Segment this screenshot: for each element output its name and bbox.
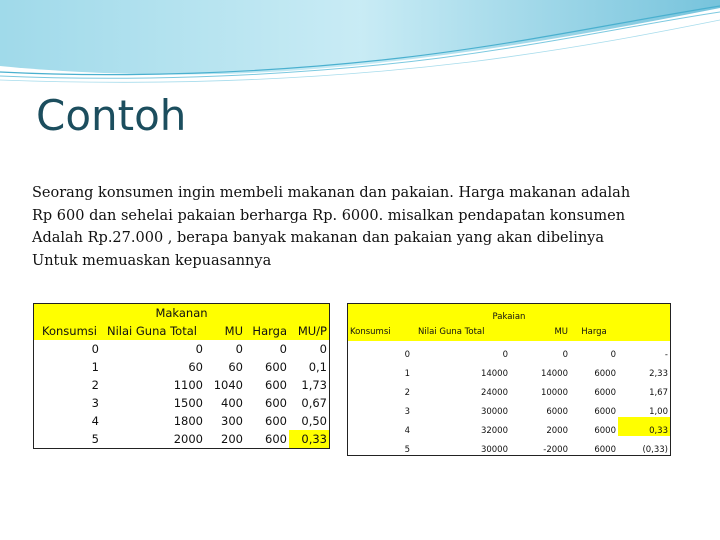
table-cell: 600: [265, 414, 287, 428]
table-cell: 6000: [594, 388, 616, 398]
table-cell: 6000: [594, 426, 616, 436]
pakaian-title: Pakaian: [348, 304, 671, 323]
table-cell: 6000: [570, 436, 618, 456]
table-cell: 1: [34, 358, 106, 376]
table-cell: 600: [265, 360, 287, 374]
table-cell: 0: [34, 340, 106, 358]
table-cell: -: [618, 341, 671, 360]
body-line: Adalah Rp.27.000 , berapa banyak makanan dan pakaian yang akan dibelinya: [32, 230, 605, 246]
table-cell: 200: [205, 430, 245, 449]
table-cell: 3: [348, 398, 417, 417]
table-row: [348, 360, 671, 379]
table-header: Nilai Guna Total: [107, 324, 197, 338]
table-cell: 0: [502, 350, 508, 360]
table-cell-highlight: 0,33: [618, 417, 671, 436]
table-cell: 0: [279, 342, 287, 356]
table-cell: 10000: [540, 388, 568, 398]
table-header: MU: [554, 326, 568, 337]
table-cell-highlight: 0,33: [289, 430, 330, 449]
table-cell: 1100: [173, 378, 203, 392]
table-cell: 60: [188, 360, 203, 374]
table-row: [348, 341, 671, 360]
table-cell: 32000: [480, 426, 508, 436]
table-cell: 2: [34, 376, 106, 394]
table-cell: 5: [348, 436, 417, 456]
table-row: [34, 412, 330, 430]
table-cell: 1040: [213, 378, 243, 392]
table-header: Harga: [581, 326, 607, 337]
slide-body-text: [32, 182, 692, 272]
table-row: [34, 376, 330, 394]
table-cell: 400: [221, 396, 243, 410]
table-cell: 0: [610, 350, 616, 360]
table-cell: -2000: [510, 436, 570, 456]
table-cell: (0,33): [618, 436, 671, 456]
table-cell: 30000: [480, 407, 508, 417]
table-cell: 0: [562, 350, 568, 360]
makanan-title: Makanan: [34, 304, 330, 323]
body-line: Untuk memuaskan kepuasannya: [32, 252, 272, 269]
table-header: Konsumsi: [34, 322, 106, 340]
header-wave-decoration: [0, 0, 720, 90]
table-header: MU: [224, 324, 243, 338]
table-row: [34, 340, 330, 358]
table-cell: 4: [348, 417, 417, 436]
table-cell: 5: [34, 430, 106, 449]
table-cell: 300: [221, 414, 243, 428]
table-cell: 0: [235, 342, 243, 356]
table-header: MU/P: [289, 322, 330, 340]
table-row: [348, 398, 671, 417]
table-header: Harga: [252, 324, 287, 338]
table-cell: 60: [228, 360, 243, 374]
table-cell: 14000: [480, 369, 508, 379]
table-cell: 0,1: [289, 358, 330, 376]
table-cell: 6000: [594, 407, 616, 417]
table-cell: 1800: [173, 414, 203, 428]
makanan-table: [33, 303, 330, 449]
table-cell: 1: [348, 360, 417, 379]
table-cell: 0: [195, 342, 203, 356]
table-cell: 1500: [173, 396, 203, 410]
table-cell: 6000: [546, 407, 568, 417]
table-cell: 1,73: [289, 376, 330, 394]
table-header: [618, 322, 671, 341]
table-cell: 2000: [105, 430, 205, 449]
table-cell: 0: [348, 341, 417, 360]
table-cell: 600: [245, 430, 289, 449]
table-row: [34, 394, 330, 412]
table-cell: 4: [34, 412, 106, 430]
table-cell: 1,67: [618, 379, 671, 398]
table-cell: 0,67: [289, 394, 330, 412]
table-cell: 2: [348, 379, 417, 398]
table-cell: 3: [34, 394, 106, 412]
table-row: [34, 430, 330, 449]
table-cell: 1,00: [618, 398, 671, 417]
table-cell: 6000: [594, 369, 616, 379]
table-header: Nilai Guna Total: [418, 326, 485, 337]
table-row: [348, 417, 671, 436]
table-cell: 30000: [416, 436, 510, 456]
table-cell: 600: [265, 396, 287, 410]
table-row: [348, 436, 671, 456]
slide-title: Contoh: [36, 91, 187, 140]
table-cell: 0,50: [289, 412, 330, 430]
body-line: Seorang konsumen ingin membeli makanan dan pakaian. Harga makanan adalah: [32, 185, 631, 201]
pakaian-table: [347, 303, 671, 456]
table-row: [34, 358, 330, 376]
table-cell: 14000: [540, 369, 568, 379]
table-row: [348, 379, 671, 398]
table-cell: 0: [289, 340, 330, 358]
table-cell: 600: [265, 378, 287, 392]
table-header: Konsumsi: [348, 322, 417, 341]
table-cell: 2000: [546, 426, 568, 436]
table-cell: 24000: [480, 388, 508, 398]
body-line: Rp 600 dan sehelai pakaian berharga Rp. 6000. misalkan pendapatan konsumen: [32, 207, 626, 224]
table-cell: 2,33: [618, 360, 671, 379]
